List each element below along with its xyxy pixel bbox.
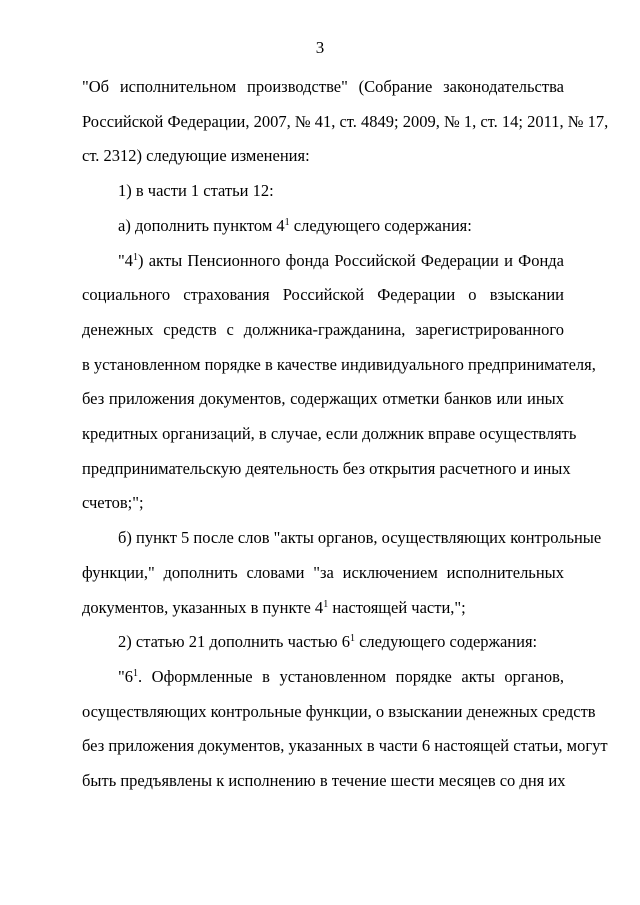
text-line <box>82 389 564 409</box>
text-line <box>82 701 596 722</box>
line-text: документов, указанных в пункте 4 <box>82 597 324 617</box>
line-text: а) дополнить пунктом 4 <box>118 215 285 235</box>
text-line <box>82 493 564 513</box>
line-text: "Об исполнительном производстве" (Собрание законодательства <box>82 77 564 96</box>
line-text: функции," дополнить словами "за исключением исполнительных <box>82 562 564 582</box>
line-text: в установленном порядке в качестве индивидуального предпринимателя, <box>82 354 596 374</box>
text-line <box>82 424 577 444</box>
line-text: Российской Федерации, 2007, № 41, ст. 4849; 2009, № 1, ст. 14; 2011, № 17, <box>82 111 609 131</box>
line-text: осуществляющих контрольные функции, о взыскании денежных средств <box>82 701 596 721</box>
line-text-after: настоящей части,"; <box>328 597 466 617</box>
line-text: "6 <box>118 666 133 686</box>
text-line <box>82 320 564 340</box>
text-line <box>82 771 564 791</box>
text-line <box>118 216 564 236</box>
superscript: 1 <box>349 633 355 645</box>
superscript: 1 <box>323 598 329 610</box>
superscript: 1 <box>133 667 138 679</box>
line-text: без приложения документов, указанных в части 6 настоящей статьи, могут <box>82 736 608 756</box>
line-text: без приложения документов, содержащих отметки банков или иных <box>82 389 564 409</box>
text-line <box>118 181 564 201</box>
line-text: кредитных организаций, в случае, если должник вправе осуществлять <box>82 424 577 443</box>
text-line <box>118 632 564 652</box>
text-line <box>118 528 602 548</box>
page-number: 3 <box>315 38 325 57</box>
superscript: 1 <box>133 251 138 263</box>
line-text-after: ) акты Пенсионного фонда Российской Федерации и Фонда <box>138 250 564 270</box>
line-text: быть предъявлены к исполнению в течение шести месяцев со дня их <box>82 771 566 790</box>
line-text: 1) в части 1 статьи 12: <box>118 181 274 201</box>
line-text-after: . Оформленные в установленном порядке акты органов, <box>138 666 564 686</box>
line-text: денежных средств с должника-гражданина, зарегистрированного <box>82 319 564 339</box>
line-text-after: следующего содержания: <box>289 215 472 235</box>
text-line <box>118 667 564 687</box>
line-text: предпринимательскую деятельность без открытия расчетного и иных <box>82 458 571 478</box>
line-text: счетов;"; <box>82 493 144 513</box>
line-text: б) пункт 5 после слов "акты органов, осуществляющих контрольные <box>118 528 602 548</box>
superscript: 1 <box>284 216 290 228</box>
text-line <box>82 285 564 305</box>
text-line <box>82 146 564 166</box>
text-line <box>118 251 564 271</box>
line-text-after: следующего содержания: <box>354 632 538 652</box>
line-text: "4 <box>118 250 133 270</box>
text-line <box>82 111 609 132</box>
text-line <box>82 458 571 479</box>
text-line <box>82 598 564 618</box>
text-line <box>82 354 596 375</box>
line-text: 2) статью 21 дополнить частью 6 <box>118 632 350 652</box>
text-line <box>82 77 564 97</box>
text-line <box>82 736 608 756</box>
text-line <box>82 563 564 583</box>
line-text: ст. 2312) следующие изменения: <box>82 146 310 166</box>
line-text: социального страхования Российской Федерации о взыскании <box>82 285 564 305</box>
